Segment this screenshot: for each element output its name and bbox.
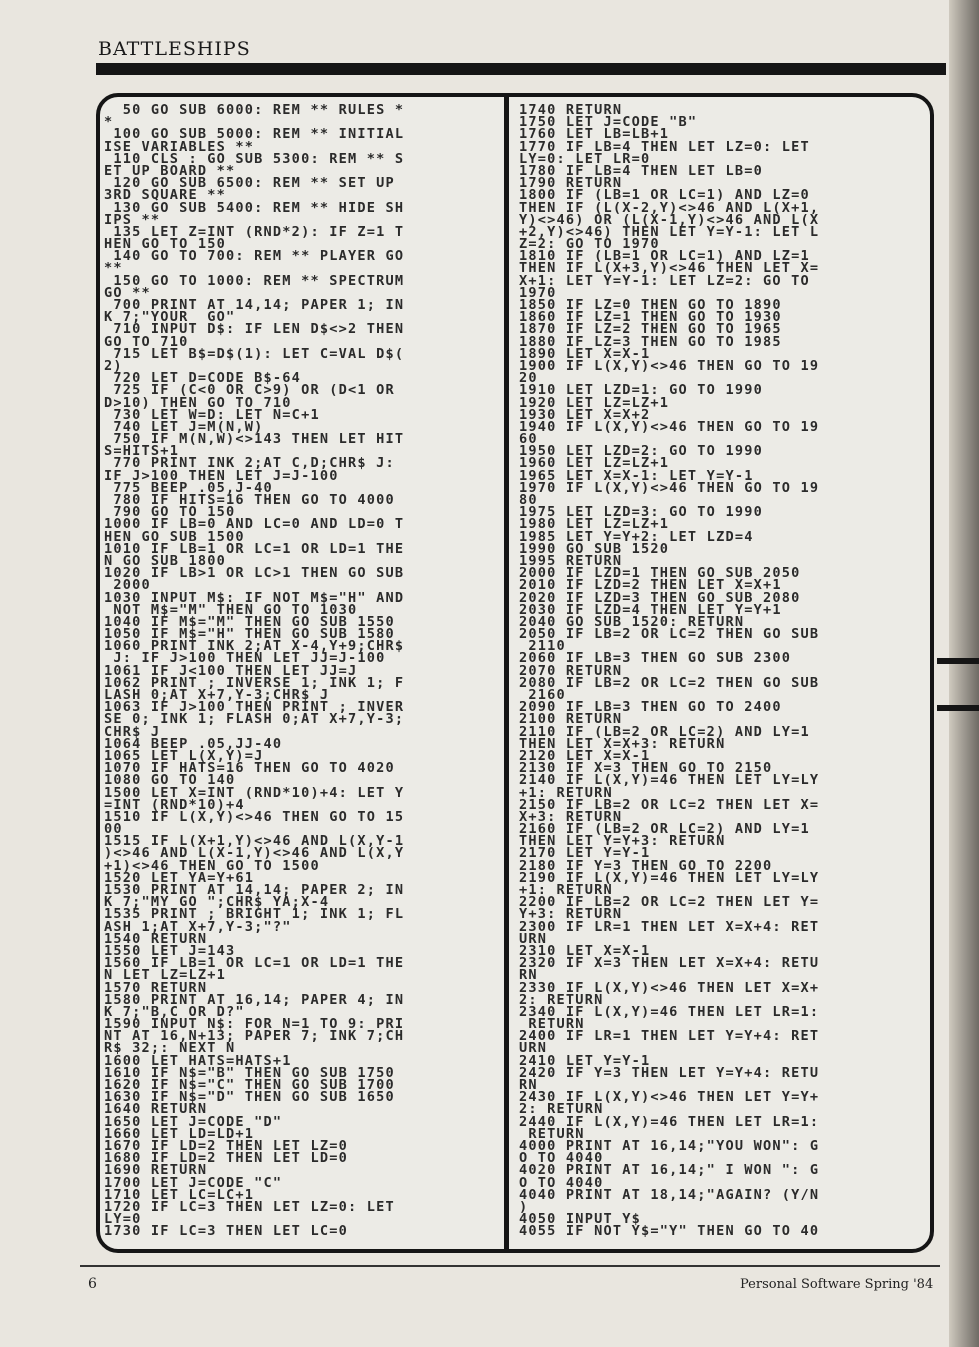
code-line: 1000 IF LB=0 AND LC=0 AND LD=0 T	[104, 516, 405, 533]
code-line: 2300 IF LR=1 THEN LET X=X+4: RET	[519, 918, 820, 935]
code-line: 1062 PRINT ; INVERSE 1; INK 1; F	[104, 674, 405, 691]
code-line: RETURN	[519, 1016, 585, 1033]
code-line: 1970	[519, 284, 557, 301]
code-line: 1990 GO SUB 1520	[519, 540, 670, 557]
code-line: 730 LET W=D: LET N=C+1	[104, 406, 320, 423]
code-line: 1560 IF LB=1 OR LC=1 OR LD=1 THE	[104, 955, 405, 972]
code-line: 1030 INPUT M$: IF NOT M$="H" AND	[104, 589, 405, 606]
code-line: 4020 PRINT AT 16,14;" I WON ": G	[519, 1162, 820, 1179]
code-line: 2020 IF LZD=3 THEN GO SUB 2080	[519, 589, 801, 606]
code-line: N LET LZ=LZ+1	[104, 967, 226, 984]
code-line: RN	[519, 1077, 538, 1093]
code-line: 1590 INPUT N$: FOR N=1 TO 9: PRI	[104, 1016, 405, 1033]
code-line: 3RD SQUARE **	[104, 187, 226, 204]
code-line: 1920 LET LZ=LZ+1	[519, 394, 670, 411]
footer-rule	[80, 1265, 940, 1267]
code-line: NOT M$="M" THEN GO TO 1030	[104, 601, 358, 618]
code-line: 80	[519, 492, 538, 508]
code-line: 1720 IF LC=3 THEN LET LZ=0: LET	[104, 1198, 395, 1215]
code-line: 720 LET D=CODE B$-64	[104, 370, 302, 387]
code-line: 00	[104, 821, 123, 838]
margin-tab-mark	[937, 658, 979, 664]
code-line: 4055 IF NOT Y$="Y" THEN GO TO 40	[519, 1223, 820, 1238]
code-line: 750 IF M(N,W)<>143 THEN LET HIT	[104, 431, 405, 448]
code-line: 2050 IF LB=2 OR LC=2 THEN GO SUB	[519, 626, 820, 643]
code-line: HEN GO SUB 1500	[104, 528, 245, 545]
listing-right-column	[519, 104, 897, 1237]
code-line: 110 CLS : GO SUB 5300: REM ** S	[104, 150, 405, 167]
code-line: 2010 IF LZD=2 THEN LET X=X+1	[519, 577, 782, 594]
code-line: 1890 LET X=X-1	[519, 345, 651, 362]
code-line: 775 BEEP .05,J-40	[104, 479, 273, 496]
header-rule	[96, 63, 946, 75]
code-line: RN	[519, 967, 538, 984]
code-line: 710 INPUT D$: IF LEN D$<>2 THEN	[104, 321, 405, 338]
code-line: 740 LET J=M(N,W)	[104, 418, 264, 435]
code-line: THEN LET Y=Y+3: RETURN	[519, 833, 726, 850]
code-line: 2000	[104, 577, 151, 594]
code-line: GO **	[104, 284, 151, 301]
listing-left-column	[104, 102, 494, 1240]
code-line: )	[519, 1198, 529, 1215]
code-line: 1500 LET X=INT (RND*10)+4: LET Y	[104, 784, 405, 801]
code-line: 1063 IF J>100 THEN PRINT ; INVER	[104, 699, 405, 716]
code-line: O TO 4040	[519, 1150, 604, 1167]
code-line: 1650 LET J=CODE "D"	[104, 1113, 283, 1130]
code-line: 2440 IF L(X,Y)=46 THEN LET LR=1:	[519, 1113, 820, 1130]
code-line: LY=0: LET LR=0	[519, 150, 651, 167]
code-line: 1700 LET J=CODE "C"	[104, 1174, 283, 1191]
code-line: 2000 IF LZD=1 THEN GO SUB 2050	[519, 565, 801, 582]
code-line: NT AT 16,N+13; PAPER 7; INK 7;CH	[104, 1028, 405, 1045]
code-line: 725 IF (C<0 OR C>9) OR (D<1 OR	[104, 382, 395, 399]
code-line: 1860 IF LZ=1 THEN GO TO 1930	[519, 309, 782, 326]
code-line: 1740 RETURN	[519, 104, 623, 118]
code-line: 1535 PRINT ; BRIGHT 1; INK 1; FL	[104, 906, 405, 923]
code-line: 130 GO SUB 5400: REM ** HIDE SH	[104, 199, 405, 216]
code-line: ISE VARIABLES **	[104, 138, 255, 155]
code-line: K 7;"B,C OR D?"	[104, 1003, 245, 1020]
code-line: 1780 IF LB=4 THEN LET LB=0	[519, 162, 763, 179]
code-line: 1065 LET L(X,Y)=J	[104, 747, 264, 764]
code-line: 2330 IF L(X,Y)<>46 THEN LET X=X+	[519, 979, 820, 996]
code-line: 1750 LET J=CODE "B"	[519, 114, 698, 131]
code-line: 1690 RETURN	[104, 1162, 208, 1179]
code-line: URN	[519, 930, 548, 947]
code-line: *	[104, 114, 114, 131]
code-line: 770 PRINT INK 2;AT C,D;CHR$ J:	[104, 455, 395, 472]
code-line: 4050 INPUT Y$	[519, 1211, 641, 1228]
code-line: 1965 LET X=X-1: LET Y=Y-1	[519, 467, 754, 484]
code-line: )<>46 AND L(X-1,Y)<>46 AND L(X,Y	[104, 845, 405, 862]
code-line: LY=0	[104, 1211, 142, 1228]
code-line: 2110 IF (LB=2 OR LC=2) AND LY=1	[519, 723, 810, 740]
code-line: 1515 IF L(X+1,Y)<>46 AND L(X,Y-1	[104, 833, 405, 850]
code-line: ET UP BOARD **	[104, 162, 236, 179]
margin-tab-mark	[937, 705, 979, 711]
code-line: 1710 LET LC=LC+1	[104, 1186, 255, 1203]
code-line: 1880 IF LZ=3 THEN GO TO 1985	[519, 333, 782, 350]
code-line: 2030 IF LZD=4 THEN LET Y=Y+1	[519, 601, 782, 618]
code-line: 1540 RETURN	[104, 930, 208, 947]
code-line: 1620 IF N$="C" THEN GO SUB 1700	[104, 1077, 395, 1093]
code-line: 1800 IF (LB=1 OR LC=1) AND LZ=0	[519, 187, 810, 204]
code-line: 1020 IF LB>1 OR LC>1 THEN GO SUB	[104, 565, 405, 582]
code-line: K 7;"MY GO ";CHR$ YA;X-4	[104, 894, 330, 911]
code-line: 2160 IF (LB=2 OR LC=2) AND LY=1	[519, 821, 810, 838]
code-line: 135 LET Z=INT (RND*2): IF Z=1 T	[104, 223, 405, 240]
code-line: THEN LET X=X+3: RETURN	[519, 735, 726, 752]
code-line: 1810 IF (LB=1 OR LC=1) AND LZ=1	[519, 248, 810, 265]
code-line: 2190 IF L(X,Y)=46 THEN LET LY=LY	[519, 869, 820, 886]
code-line: 2060 IF LB=3 THEN GO SUB 2300	[519, 650, 792, 667]
code-line: 1950 LET LZD=2: GO TO 1990	[519, 443, 763, 460]
code-line: 1930 LET X=X+2	[519, 406, 651, 423]
code-line: URN	[519, 1040, 548, 1057]
code-line: 2120 LET X=X-1	[519, 747, 651, 764]
code-line: 2040 GO SUB 1520: RETURN	[519, 613, 745, 630]
code-line: 1550 LET J=143	[104, 942, 236, 959]
code-line: 2420 IF Y=3 THEN LET Y=Y+4: RETU	[519, 1064, 820, 1081]
code-line: 50 GO SUB 6000: REM ** RULES *	[104, 102, 405, 118]
code-line: 140 GO TO 700: REM ** PLAYER GO	[104, 248, 405, 265]
code-line: Z=2: GO TO 1970	[519, 236, 660, 253]
code-line: 1850 IF LZ=0 THEN GO TO 1890	[519, 297, 782, 313]
code-line: 120 GO SUB 6500: REM ** SET UP	[104, 175, 395, 192]
code-line: 1530 PRINT AT 14,14; PAPER 2; IN	[104, 882, 405, 898]
code-line: +1: RETURN	[519, 882, 613, 898]
code-line: THEN IF L(X+3,Y)<>46 THEN LET X=	[519, 260, 820, 277]
code-line: Y)<>46) OR (L(X-1,Y)<>46 AND L(X	[519, 211, 820, 228]
code-line: 715 LET B$=D$(1): LET C=VAL D$(	[104, 345, 405, 362]
code-line: =INT (RND*10)+4	[104, 796, 245, 813]
code-line: 1600 LET HATS=HATS+1	[104, 1052, 292, 1069]
code-line: R$ 32;: NEXT N	[104, 1040, 236, 1057]
code-line: 1770 IF LB=4 THEN LET LZ=0: LET	[519, 138, 810, 155]
code-line: 700 PRINT AT 14,14; PAPER 1; IN	[104, 297, 405, 313]
code-line: 2340 IF L(X,Y)=46 THEN LET LR=1:	[519, 1003, 820, 1020]
code-line: 60	[519, 431, 538, 448]
code-line: 1940 IF L(X,Y)<>46 THEN GO TO 19	[519, 418, 820, 435]
code-line: 1870 IF LZ=2 THEN GO TO 1965	[519, 321, 782, 338]
code-line: 1970 IF L(X,Y)<>46 THEN GO TO 19	[519, 479, 820, 496]
code-line: 2170 LET Y=Y-1	[519, 845, 651, 862]
code-line: 1050 IF M$="H" THEN GO SUB 1580	[104, 626, 395, 643]
code-line: 100 GO SUB 5000: REM ** INITIAL	[104, 126, 405, 143]
code-line: D>10) THEN GO TO 710	[104, 394, 292, 411]
code-line: CHR$ J	[104, 723, 161, 740]
code-line: SE 0; INK 1; FLASH 0;AT X+7,Y-3;	[104, 711, 405, 728]
code-line: 1070 IF HATS=16 THEN GO TO 4020	[104, 760, 395, 777]
code-line: 2180 IF Y=3 THEN GO TO 2200	[519, 857, 773, 874]
code-line: 1900 IF L(X,Y)<>46 THEN GO TO 19	[519, 357, 820, 374]
page-title: BATTLESHIPS	[98, 38, 251, 60]
code-line: N GO SUB 1800	[104, 552, 226, 569]
code-line: 1630 IF N$="D" THEN GO SUB 1650	[104, 1089, 395, 1106]
code-line: 2: RETURN	[519, 1101, 604, 1118]
code-line: 1760 LET LB=LB+1	[519, 126, 670, 143]
code-line: GO TO 710	[104, 333, 189, 350]
code-line: Y+3: RETURN	[519, 906, 623, 923]
code-line: +2,Y)<>46) THEN LET Y=Y-1: LET L	[519, 223, 820, 240]
code-line: 1040 IF M$="M" THEN GO SUB 1550	[104, 613, 395, 630]
code-line: X+3: RETURN	[519, 808, 623, 825]
page-number: 6	[88, 1276, 97, 1292]
code-line: THEN IF (L(X-2,Y)<>46 AND L(X+1,	[519, 199, 820, 216]
code-line: +1: RETURN	[519, 784, 613, 801]
code-line: RETURN	[519, 1125, 585, 1142]
code-line: 780 IF HITS=16 THEN GO TO 4000	[104, 492, 395, 508]
code-line: 1580 PRINT AT 16,14; PAPER 4; IN	[104, 991, 405, 1008]
code-line: 1080 GO TO 140	[104, 772, 236, 789]
code-line: +1)<>46 THEN GO TO 1500	[104, 857, 320, 874]
code-line: 790 GO TO 150	[104, 504, 236, 521]
code-line: 2140 IF L(X,Y)=46 THEN LET LY=LY	[519, 772, 820, 789]
code-line: 1064 BEEP .05,JJ-40	[104, 735, 283, 752]
code-line: 2: RETURN	[519, 991, 604, 1008]
code-line: 1985 LET Y=Y+2: LET LZD=4	[519, 528, 754, 545]
column-divider	[504, 96, 509, 1250]
code-line: J: IF J>100 THEN LET JJ=J-100	[104, 650, 386, 667]
code-line: 20	[519, 370, 538, 387]
code-line: S=HITS+1	[104, 443, 180, 460]
code-line: 2080 IF LB=2 OR LC=2 THEN GO SUB	[519, 674, 820, 691]
code-line: 2090 IF LB=3 THEN GO TO 2400	[519, 699, 782, 716]
code-line: 2150 IF LB=2 OR LC=2 THEN LET X=	[519, 796, 820, 813]
code-line: 1910 LET LZD=1: GO TO 1990	[519, 382, 763, 399]
code-line: O TO 4040	[519, 1174, 604, 1191]
code-line: 1975 LET LZD=3: GO TO 1990	[519, 504, 763, 521]
code-line: 2160	[519, 687, 566, 703]
code-line: 1980 LET LZ=LZ+1	[519, 516, 670, 533]
code-line: 150 GO TO 1000: REM ** SPECTRUM	[104, 272, 405, 289]
code-line: 2310 LET X=X-1	[519, 942, 651, 959]
code-line: 2)	[104, 357, 123, 374]
code-line: 4000 PRINT AT 16,14;"YOU WON": G	[519, 1137, 820, 1154]
code-line: 1960 LET LZ=LZ+1	[519, 455, 670, 472]
code-line: 2130 IF X=3 THEN GO TO 2150	[519, 760, 773, 777]
code-line: 2430 IF L(X,Y)<>46 THEN LET Y=Y+	[519, 1089, 820, 1106]
code-line: ASH 1;AT X+7,Y-3;"?"	[104, 918, 292, 935]
code-line: 1010 IF LB=1 OR LC=1 OR LD=1 THE	[104, 540, 405, 557]
code-line: 1060 PRINT INK 2;AT X-4,Y+9;CHR$	[104, 638, 405, 655]
code-line: K 7;"YOUR GO"	[104, 309, 236, 326]
code-line: LASH 0;AT X+7,Y-3;CHR$ J	[104, 687, 330, 703]
code-line: 1790 RETURN	[519, 175, 623, 192]
code-line: 2410 LET Y=Y-1	[519, 1052, 651, 1069]
code-line: IF J>100 THEN LET J=J-100	[104, 467, 339, 484]
code-line: 1640 RETURN	[104, 1101, 208, 1118]
code-line: 1570 RETURN	[104, 979, 208, 996]
code-line: 2070 RETURN	[519, 662, 623, 679]
code-line: 1061 IF J<100 THEN LET JJ=J	[104, 662, 358, 679]
page-edge-shadow	[949, 0, 979, 1347]
code-line: X+1: LET Y=Y-1: LET LZ=2: GO TO	[519, 272, 810, 289]
code-line: 2110	[519, 638, 566, 655]
code-line: 1730 IF LC=3 THEN LET LC=0	[104, 1223, 348, 1240]
code-line: **	[104, 260, 123, 277]
code-line: 1610 IF N$="B" THEN GO SUB 1750	[104, 1064, 395, 1081]
code-line: 2200 IF LB=2 OR LC=2 THEN LET Y=	[519, 894, 820, 911]
code-line: IPS **	[104, 211, 161, 228]
code-line: 2320 IF X=3 THEN LET X=X+4: RETU	[519, 955, 820, 972]
code-line: 1670 IF LD=2 THEN LET LZ=0	[104, 1137, 348, 1154]
code-line: 1680 IF LD=2 THEN LET LD=0	[104, 1150, 348, 1167]
code-line: 1995 RETURN	[519, 552, 623, 569]
publication-credit: Personal Software Spring '84	[740, 1277, 934, 1292]
code-line: 4040 PRINT AT 18,14;"AGAIN? (Y/N	[519, 1186, 820, 1203]
code-line: HEN GO TO 150	[104, 236, 226, 253]
code-line: 2400 IF LR=1 THEN LET Y=Y+4: RET	[519, 1028, 820, 1045]
code-line: 1520 LET YA=Y+61	[104, 869, 255, 886]
code-line: 2100 RETURN	[519, 711, 623, 728]
code-line: 1510 IF L(X,Y)<>46 THEN GO TO 15	[104, 808, 405, 825]
code-line: 1660 LET LD=LD+1	[104, 1125, 255, 1142]
